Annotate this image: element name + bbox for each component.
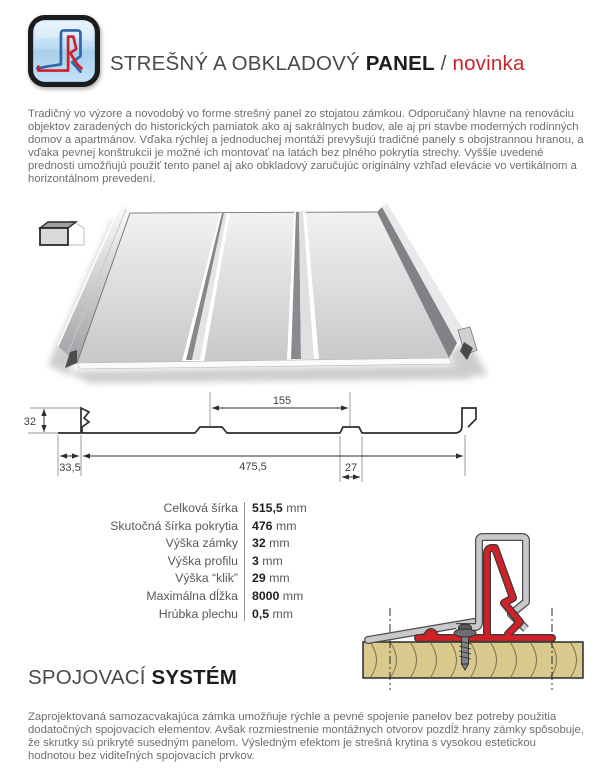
spec-value-row — [252, 535, 307, 553]
dim-left-offset: 33,5 — [59, 462, 81, 474]
spec-label: Skutočná šírka pokrytia — [110, 518, 238, 533]
spec-unit: mm — [286, 501, 307, 515]
title-separator: / — [440, 52, 447, 75]
spec-value-row — [252, 588, 307, 606]
heading-bold: SYSTÉM — [151, 666, 238, 689]
joint-paragraph: Zaprojektovaná samozacvakajúca zámka umožňuje rýchle a pevné spojenie panelov bez potreby použitia dodatočných spojovacích elementov. Avšak rozmiestnenie montážnych otvorov pozdĺž hrany zámky spôsobuje, že skrutky sú prikryté susedným panelom. Výsledným efektom je strešná krytina s vysokou estetickou hodnotou bez viditeľných spojovacích prvkov. — [28, 711, 584, 763]
specs-divider-line — [244, 502, 245, 621]
spec-label: Výška profilu — [167, 553, 238, 568]
page-title — [110, 52, 525, 76]
intro-paragraph: Tradičný vo výzore a novodobý vo forme strešný panel zo stojatou zámkou. Odporučaný hlavne na renováciu objektov zaradených do historických pamiatok ako aj sakrálnych budov, ale aj pri stavbe moderných rodinných domov a apartmánov. Vďaka rýchlej a jednoduchej montáži prevyšujú tradičné panely s obojstrannou hranou, a vďaka pevnej konštrukcii je možné ich montovať na latách bez plného pokrytia strechy. Vyššie uvedené prednosti umožňujú použiť tento panel aj ako obkladový zaručujúc originálny vzhľad elevácie vo vertikálnom a horizontálnom prevedení. — [28, 108, 584, 185]
roof-panel-3d-render — [20, 203, 580, 388]
spec-unit: mm — [269, 571, 290, 586]
dim-lock-height: 32 — [23, 416, 36, 428]
spec-unit: mm — [282, 588, 304, 603]
panel-profile-logo-icon — [28, 15, 100, 87]
spec-label: Hrúbka plechu — [158, 606, 238, 621]
spec-value: 476 — [252, 518, 273, 533]
spec-label: Výška “klik” — [175, 571, 238, 586]
title-bold: PANEL — [365, 52, 435, 75]
spec-value: 29 — [252, 571, 266, 586]
spec-unit: mm — [275, 518, 297, 533]
spec-unit: mm — [269, 536, 290, 551]
spec-value: 515,5 — [252, 501, 283, 515]
spec-value-row — [252, 518, 307, 536]
spec-value: 3 — [252, 553, 259, 568]
spec-value-row — [252, 570, 307, 588]
spec-unit: mm — [272, 606, 294, 621]
dim-rib-spacing: 155 — [272, 395, 292, 407]
spec-label: Výška zámky — [165, 536, 238, 551]
spec-value: 8000 — [252, 588, 280, 603]
joint-detail-figure — [356, 518, 588, 693]
house-roof-icon — [36, 219, 86, 249]
dim-cover-width: 475,5 — [239, 461, 267, 473]
joint-section-heading — [28, 666, 237, 690]
dim-rib-width: 27 — [344, 462, 358, 474]
specs-label-column — [98, 500, 238, 623]
title-regular: STREŠNÝ A OBKLADOVÝ — [110, 52, 360, 75]
spec-value-row — [252, 553, 307, 571]
spec-label: Maximálna dĺžka — [146, 588, 238, 603]
heading-regular: SPOJOVACÍ — [28, 666, 146, 689]
spec-value-row — [252, 500, 307, 518]
spec-value: 0,5 — [252, 606, 270, 621]
title-accent-novinka: novinka — [452, 52, 525, 75]
spec-value: 32 — [252, 536, 266, 551]
specs-value-column — [252, 500, 307, 623]
cross-section-diagram — [10, 386, 590, 488]
panel-profile-outline — [58, 408, 476, 433]
spec-value-row — [252, 606, 307, 624]
specs-table — [98, 500, 307, 623]
spec-label: Celková šírka — [163, 501, 238, 515]
spec-unit: mm — [262, 553, 283, 568]
